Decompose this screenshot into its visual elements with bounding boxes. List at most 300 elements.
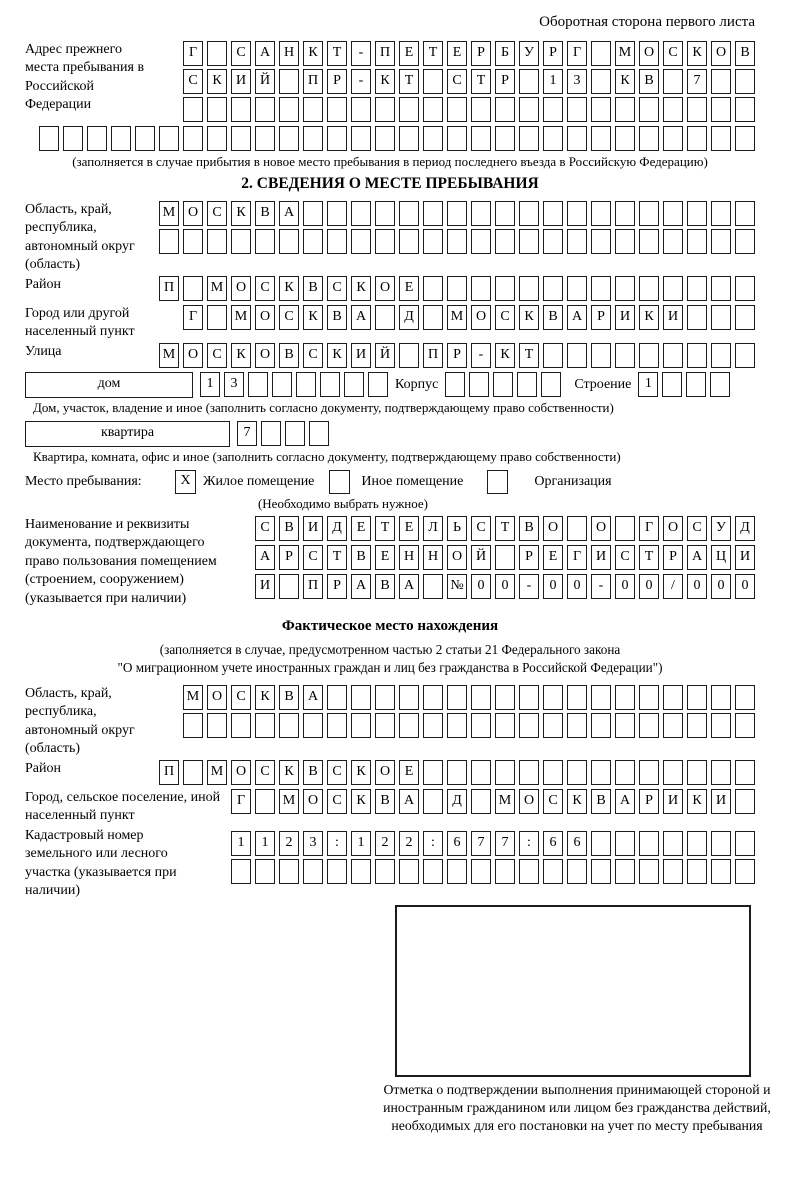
char-cell[interactable] bbox=[591, 41, 611, 66]
char-cell[interactable] bbox=[735, 229, 755, 254]
char-cell[interactable]: П bbox=[303, 574, 323, 599]
char-cell[interactable] bbox=[351, 713, 371, 738]
char-cell[interactable]: Г bbox=[639, 516, 659, 541]
char-cell[interactable] bbox=[285, 421, 305, 446]
char-cell[interactable] bbox=[591, 97, 611, 122]
char-cell[interactable]: Г bbox=[183, 305, 203, 330]
char-cell[interactable] bbox=[519, 201, 539, 226]
char-cell[interactable]: А bbox=[255, 41, 275, 66]
char-cell[interactable] bbox=[207, 713, 227, 738]
char-cell[interactable] bbox=[303, 859, 323, 884]
char-cell[interactable] bbox=[543, 343, 563, 368]
char-cell[interactable]: С bbox=[327, 276, 347, 301]
char-cell[interactable] bbox=[735, 760, 755, 785]
char-cell[interactable] bbox=[447, 276, 467, 301]
char-cell[interactable]: А bbox=[351, 574, 371, 599]
char-cell[interactable]: Т bbox=[423, 41, 443, 66]
char-cell[interactable] bbox=[231, 229, 251, 254]
char-cell[interactable] bbox=[663, 276, 683, 301]
char-cell[interactable]: Е bbox=[399, 760, 419, 785]
char-cell[interactable]: О bbox=[663, 516, 683, 541]
char-cell[interactable]: Ь bbox=[447, 516, 467, 541]
char-cell[interactable]: К bbox=[303, 41, 323, 66]
char-cell[interactable] bbox=[543, 760, 563, 785]
char-cell[interactable] bbox=[711, 305, 731, 330]
char-cell[interactable] bbox=[399, 859, 419, 884]
char-cell[interactable] bbox=[375, 859, 395, 884]
char-cell[interactable]: К bbox=[687, 41, 707, 66]
char-cell[interactable]: - bbox=[351, 69, 371, 94]
char-cell[interactable] bbox=[375, 305, 395, 330]
char-cell[interactable]: - bbox=[591, 574, 611, 599]
char-cell[interactable] bbox=[399, 713, 419, 738]
char-cell[interactable] bbox=[303, 229, 323, 254]
char-cell[interactable] bbox=[495, 126, 515, 151]
char-cell[interactable]: С bbox=[471, 516, 491, 541]
char-cell[interactable] bbox=[368, 372, 388, 397]
char-cell[interactable] bbox=[207, 229, 227, 254]
char-cell[interactable] bbox=[519, 685, 539, 710]
char-cell[interactable] bbox=[423, 789, 443, 814]
char-cell[interactable]: 6 bbox=[567, 831, 587, 856]
char-cell[interactable] bbox=[327, 201, 347, 226]
char-cell[interactable]: Е bbox=[375, 545, 395, 570]
char-cell[interactable] bbox=[63, 126, 83, 151]
char-cell[interactable]: Т bbox=[327, 41, 347, 66]
char-cell[interactable] bbox=[663, 229, 683, 254]
char-cell[interactable]: С bbox=[279, 305, 299, 330]
char-cell[interactable]: К bbox=[639, 305, 659, 330]
char-cell[interactable]: К bbox=[351, 760, 371, 785]
char-cell[interactable]: М bbox=[207, 276, 227, 301]
char-cell[interactable]: К bbox=[567, 789, 587, 814]
char-cell[interactable] bbox=[447, 859, 467, 884]
char-cell[interactable]: Р bbox=[279, 545, 299, 570]
char-cell[interactable] bbox=[447, 201, 467, 226]
char-cell[interactable] bbox=[303, 126, 323, 151]
char-cell[interactable]: Р bbox=[519, 545, 539, 570]
char-cell[interactable] bbox=[471, 789, 491, 814]
char-cell[interactable] bbox=[375, 97, 395, 122]
char-cell[interactable]: Т bbox=[375, 516, 395, 541]
char-cell[interactable] bbox=[591, 859, 611, 884]
char-cell[interactable] bbox=[279, 713, 299, 738]
char-cell[interactable]: М bbox=[495, 789, 515, 814]
char-cell[interactable]: Й bbox=[255, 69, 275, 94]
char-cell[interactable]: А bbox=[279, 201, 299, 226]
char-cell[interactable] bbox=[445, 372, 465, 397]
char-cell[interactable] bbox=[495, 201, 515, 226]
char-cell[interactable] bbox=[567, 229, 587, 254]
char-cell[interactable] bbox=[687, 305, 707, 330]
char-cell[interactable] bbox=[615, 201, 635, 226]
char-cell[interactable] bbox=[183, 229, 203, 254]
char-cell[interactable]: Т bbox=[639, 545, 659, 570]
char-cell[interactable]: О bbox=[255, 305, 275, 330]
char-cell[interactable]: В bbox=[519, 516, 539, 541]
char-cell[interactable] bbox=[261, 421, 281, 446]
char-cell[interactable] bbox=[471, 276, 491, 301]
char-cell[interactable] bbox=[231, 97, 251, 122]
char-cell[interactable]: П bbox=[159, 276, 179, 301]
char-cell[interactable]: К bbox=[231, 343, 251, 368]
char-cell[interactable]: О bbox=[183, 343, 203, 368]
char-cell[interactable]: 0 bbox=[471, 574, 491, 599]
char-cell[interactable]: С bbox=[207, 201, 227, 226]
char-cell[interactable]: К bbox=[687, 789, 707, 814]
char-cell[interactable] bbox=[567, 276, 587, 301]
char-cell[interactable]: М bbox=[279, 789, 299, 814]
char-cell[interactable]: О bbox=[303, 789, 323, 814]
char-cell[interactable] bbox=[639, 685, 659, 710]
char-cell[interactable] bbox=[351, 97, 371, 122]
char-cell[interactable] bbox=[663, 69, 683, 94]
char-cell[interactable] bbox=[399, 685, 419, 710]
char-cell[interactable] bbox=[687, 685, 707, 710]
char-cell[interactable]: О bbox=[231, 760, 251, 785]
char-cell[interactable] bbox=[711, 69, 731, 94]
char-cell[interactable]: Г bbox=[231, 789, 251, 814]
char-cell[interactable] bbox=[423, 126, 443, 151]
char-cell[interactable] bbox=[351, 201, 371, 226]
char-cell[interactable]: В bbox=[735, 41, 755, 66]
char-cell[interactable]: П bbox=[159, 760, 179, 785]
char-cell[interactable] bbox=[327, 97, 347, 122]
char-cell[interactable] bbox=[447, 713, 467, 738]
char-cell[interactable]: Й bbox=[471, 545, 491, 570]
char-cell[interactable]: М bbox=[159, 201, 179, 226]
char-cell[interactable] bbox=[423, 760, 443, 785]
char-cell[interactable]: И bbox=[711, 789, 731, 814]
char-cell[interactable] bbox=[711, 713, 731, 738]
char-cell[interactable] bbox=[207, 126, 227, 151]
char-cell[interactable] bbox=[471, 760, 491, 785]
char-cell[interactable]: К bbox=[207, 69, 227, 94]
char-cell[interactable] bbox=[735, 831, 755, 856]
char-cell[interactable]: 1 bbox=[200, 372, 220, 397]
char-cell[interactable] bbox=[447, 97, 467, 122]
char-cell[interactable] bbox=[279, 229, 299, 254]
char-cell[interactable] bbox=[687, 859, 707, 884]
char-cell[interactable] bbox=[663, 201, 683, 226]
char-cell[interactable] bbox=[519, 126, 539, 151]
char-cell[interactable]: С bbox=[207, 343, 227, 368]
char-cell[interactable]: О bbox=[519, 789, 539, 814]
char-cell[interactable] bbox=[711, 859, 731, 884]
char-cell[interactable]: В bbox=[279, 685, 299, 710]
char-cell[interactable]: 7 bbox=[495, 831, 515, 856]
char-cell[interactable] bbox=[735, 789, 755, 814]
char-cell[interactable]: М bbox=[159, 343, 179, 368]
char-cell[interactable] bbox=[567, 685, 587, 710]
char-cell[interactable] bbox=[375, 713, 395, 738]
char-cell[interactable] bbox=[399, 343, 419, 368]
char-cell[interactable]: В bbox=[279, 516, 299, 541]
char-cell[interactable] bbox=[399, 97, 419, 122]
char-cell[interactable]: № bbox=[447, 574, 467, 599]
char-cell[interactable]: И bbox=[663, 789, 683, 814]
char-cell[interactable]: К bbox=[375, 69, 395, 94]
char-cell[interactable] bbox=[519, 713, 539, 738]
char-cell[interactable] bbox=[248, 372, 268, 397]
char-cell[interactable]: О bbox=[447, 545, 467, 570]
char-cell[interactable]: В bbox=[303, 276, 323, 301]
char-cell[interactable]: Б bbox=[495, 41, 515, 66]
char-cell[interactable] bbox=[423, 305, 443, 330]
char-cell[interactable] bbox=[135, 126, 155, 151]
char-cell[interactable] bbox=[711, 685, 731, 710]
checkbox-organization[interactable] bbox=[487, 470, 508, 494]
char-cell[interactable] bbox=[519, 760, 539, 785]
char-cell[interactable]: О bbox=[591, 516, 611, 541]
char-cell[interactable] bbox=[255, 126, 275, 151]
char-cell[interactable]: К bbox=[327, 343, 347, 368]
char-cell[interactable]: О bbox=[207, 685, 227, 710]
char-cell[interactable]: Р bbox=[591, 305, 611, 330]
char-cell[interactable]: - bbox=[351, 41, 371, 66]
char-cell[interactable] bbox=[711, 343, 731, 368]
char-cell[interactable]: 1 bbox=[255, 831, 275, 856]
char-cell[interactable]: В bbox=[279, 343, 299, 368]
char-cell[interactable] bbox=[423, 69, 443, 94]
char-cell[interactable]: А bbox=[255, 545, 275, 570]
char-cell[interactable] bbox=[447, 229, 467, 254]
char-cell[interactable] bbox=[255, 859, 275, 884]
char-cell[interactable]: А bbox=[615, 789, 635, 814]
char-cell[interactable]: А bbox=[687, 545, 707, 570]
char-cell[interactable]: О bbox=[471, 305, 491, 330]
char-cell[interactable]: М bbox=[207, 760, 227, 785]
char-cell[interactable] bbox=[423, 201, 443, 226]
char-cell[interactable]: Л bbox=[423, 516, 443, 541]
char-cell[interactable] bbox=[543, 276, 563, 301]
char-cell[interactable] bbox=[519, 276, 539, 301]
char-cell[interactable] bbox=[591, 229, 611, 254]
char-cell[interactable] bbox=[639, 97, 659, 122]
char-cell[interactable] bbox=[663, 760, 683, 785]
char-cell[interactable] bbox=[735, 305, 755, 330]
char-cell[interactable] bbox=[711, 126, 731, 151]
char-cell[interactable]: / bbox=[663, 574, 683, 599]
char-cell[interactable]: К bbox=[255, 685, 275, 710]
char-cell[interactable] bbox=[519, 97, 539, 122]
char-cell[interactable] bbox=[111, 126, 131, 151]
char-cell[interactable] bbox=[639, 831, 659, 856]
char-cell[interactable] bbox=[615, 126, 635, 151]
char-cell[interactable]: Р bbox=[663, 545, 683, 570]
char-cell[interactable] bbox=[375, 685, 395, 710]
char-cell[interactable]: И bbox=[615, 305, 635, 330]
char-cell[interactable] bbox=[735, 126, 755, 151]
char-cell[interactable]: Н bbox=[279, 41, 299, 66]
char-cell[interactable]: Е bbox=[447, 41, 467, 66]
char-cell[interactable] bbox=[231, 126, 251, 151]
char-cell[interactable]: 3 bbox=[224, 372, 244, 397]
char-cell[interactable]: А bbox=[567, 305, 587, 330]
char-cell[interactable] bbox=[687, 276, 707, 301]
char-cell[interactable] bbox=[543, 229, 563, 254]
char-cell[interactable]: 2 bbox=[279, 831, 299, 856]
char-cell[interactable] bbox=[279, 574, 299, 599]
char-cell[interactable]: 1 bbox=[638, 372, 658, 397]
char-cell[interactable] bbox=[495, 97, 515, 122]
char-cell[interactable] bbox=[375, 229, 395, 254]
char-cell[interactable]: И bbox=[351, 343, 371, 368]
char-cell[interactable] bbox=[591, 126, 611, 151]
char-cell[interactable]: 1 bbox=[543, 69, 563, 94]
char-cell[interactable]: 0 bbox=[495, 574, 515, 599]
char-cell[interactable]: К bbox=[351, 276, 371, 301]
char-cell[interactable] bbox=[735, 343, 755, 368]
char-cell[interactable] bbox=[543, 713, 563, 738]
char-cell[interactable] bbox=[615, 685, 635, 710]
char-cell[interactable] bbox=[519, 69, 539, 94]
char-cell[interactable]: В bbox=[351, 545, 371, 570]
char-cell[interactable]: О bbox=[375, 760, 395, 785]
char-cell[interactable]: О bbox=[255, 343, 275, 368]
char-cell[interactable]: К bbox=[519, 305, 539, 330]
char-cell[interactable]: 0 bbox=[711, 574, 731, 599]
char-cell[interactable] bbox=[351, 859, 371, 884]
char-cell[interactable] bbox=[567, 97, 587, 122]
char-cell[interactable] bbox=[447, 685, 467, 710]
char-cell[interactable]: - bbox=[471, 343, 491, 368]
char-cell[interactable] bbox=[567, 201, 587, 226]
char-cell[interactable] bbox=[567, 343, 587, 368]
char-cell[interactable] bbox=[327, 126, 347, 151]
char-cell[interactable] bbox=[711, 97, 731, 122]
char-cell[interactable] bbox=[591, 343, 611, 368]
char-cell[interactable] bbox=[639, 713, 659, 738]
char-cell[interactable] bbox=[591, 831, 611, 856]
char-cell[interactable] bbox=[183, 760, 203, 785]
char-cell[interactable] bbox=[495, 713, 515, 738]
char-cell[interactable] bbox=[735, 69, 755, 94]
char-cell[interactable] bbox=[615, 859, 635, 884]
checkbox-residential[interactable]: X bbox=[175, 470, 196, 494]
char-cell[interactable] bbox=[327, 685, 347, 710]
char-cell[interactable] bbox=[351, 126, 371, 151]
char-cell[interactable]: В bbox=[375, 574, 395, 599]
char-cell[interactable] bbox=[543, 126, 563, 151]
char-cell[interactable] bbox=[207, 305, 227, 330]
char-cell[interactable] bbox=[447, 760, 467, 785]
char-cell[interactable] bbox=[543, 201, 563, 226]
char-cell[interactable] bbox=[663, 713, 683, 738]
char-cell[interactable]: П bbox=[423, 343, 443, 368]
char-cell[interactable] bbox=[687, 760, 707, 785]
char-cell[interactable] bbox=[327, 859, 347, 884]
char-cell[interactable] bbox=[639, 229, 659, 254]
char-cell[interactable] bbox=[183, 713, 203, 738]
char-cell[interactable] bbox=[207, 97, 227, 122]
char-cell[interactable] bbox=[183, 276, 203, 301]
char-cell[interactable] bbox=[687, 343, 707, 368]
char-cell[interactable]: К bbox=[351, 789, 371, 814]
char-cell[interactable] bbox=[344, 372, 364, 397]
char-cell[interactable] bbox=[471, 229, 491, 254]
char-cell[interactable] bbox=[711, 201, 731, 226]
char-cell[interactable] bbox=[519, 859, 539, 884]
char-cell[interactable] bbox=[567, 859, 587, 884]
char-cell[interactable]: 1 bbox=[351, 831, 371, 856]
char-cell[interactable]: Ц bbox=[711, 545, 731, 570]
char-cell[interactable]: Е bbox=[351, 516, 371, 541]
char-cell[interactable] bbox=[710, 372, 730, 397]
char-cell[interactable]: 0 bbox=[567, 574, 587, 599]
char-cell[interactable]: Д bbox=[735, 516, 755, 541]
char-cell[interactable] bbox=[639, 126, 659, 151]
char-cell[interactable]: С bbox=[327, 760, 347, 785]
char-cell[interactable]: Р bbox=[471, 41, 491, 66]
char-cell[interactable]: О bbox=[231, 276, 251, 301]
char-cell[interactable] bbox=[279, 97, 299, 122]
char-cell[interactable]: У bbox=[519, 41, 539, 66]
char-cell[interactable] bbox=[183, 126, 203, 151]
char-cell[interactable] bbox=[591, 685, 611, 710]
char-cell[interactable] bbox=[735, 276, 755, 301]
char-cell[interactable]: К bbox=[231, 201, 251, 226]
char-cell[interactable]: Н bbox=[399, 545, 419, 570]
char-cell[interactable] bbox=[327, 229, 347, 254]
char-cell[interactable]: С bbox=[231, 685, 251, 710]
char-cell[interactable]: С bbox=[495, 305, 515, 330]
char-cell[interactable] bbox=[327, 713, 347, 738]
char-cell[interactable] bbox=[663, 97, 683, 122]
char-cell[interactable] bbox=[615, 516, 635, 541]
char-cell[interactable]: Р bbox=[543, 41, 563, 66]
char-cell[interactable] bbox=[495, 229, 515, 254]
char-cell[interactable]: Е bbox=[399, 516, 419, 541]
char-cell[interactable] bbox=[517, 372, 537, 397]
char-cell[interactable]: С bbox=[447, 69, 467, 94]
char-cell[interactable] bbox=[320, 372, 340, 397]
char-cell[interactable]: В bbox=[543, 305, 563, 330]
char-cell[interactable] bbox=[591, 760, 611, 785]
char-cell[interactable] bbox=[207, 41, 227, 66]
char-cell[interactable] bbox=[231, 713, 251, 738]
char-cell[interactable] bbox=[351, 229, 371, 254]
char-cell[interactable]: Т bbox=[519, 343, 539, 368]
char-cell[interactable] bbox=[495, 760, 515, 785]
char-cell[interactable] bbox=[423, 685, 443, 710]
char-cell[interactable] bbox=[711, 229, 731, 254]
char-cell[interactable]: Е bbox=[543, 545, 563, 570]
char-cell[interactable] bbox=[495, 545, 515, 570]
char-cell[interactable] bbox=[711, 276, 731, 301]
char-cell[interactable] bbox=[471, 713, 491, 738]
char-cell[interactable] bbox=[39, 126, 59, 151]
char-cell[interactable]: А bbox=[399, 789, 419, 814]
char-cell[interactable]: 0 bbox=[639, 574, 659, 599]
char-cell[interactable] bbox=[615, 343, 635, 368]
char-cell[interactable]: 3 bbox=[567, 69, 587, 94]
char-cell[interactable]: : bbox=[423, 831, 443, 856]
char-cell[interactable] bbox=[591, 201, 611, 226]
char-cell[interactable]: К bbox=[303, 305, 323, 330]
char-cell[interactable] bbox=[639, 760, 659, 785]
char-cell[interactable] bbox=[423, 713, 443, 738]
char-cell[interactable]: С bbox=[255, 760, 275, 785]
char-cell[interactable] bbox=[615, 713, 635, 738]
char-cell[interactable] bbox=[591, 276, 611, 301]
char-cell[interactable] bbox=[639, 201, 659, 226]
char-cell[interactable]: : bbox=[327, 831, 347, 856]
char-cell[interactable] bbox=[471, 97, 491, 122]
char-cell[interactable]: Д bbox=[447, 789, 467, 814]
char-cell[interactable]: Е bbox=[399, 276, 419, 301]
char-cell[interactable] bbox=[495, 276, 515, 301]
